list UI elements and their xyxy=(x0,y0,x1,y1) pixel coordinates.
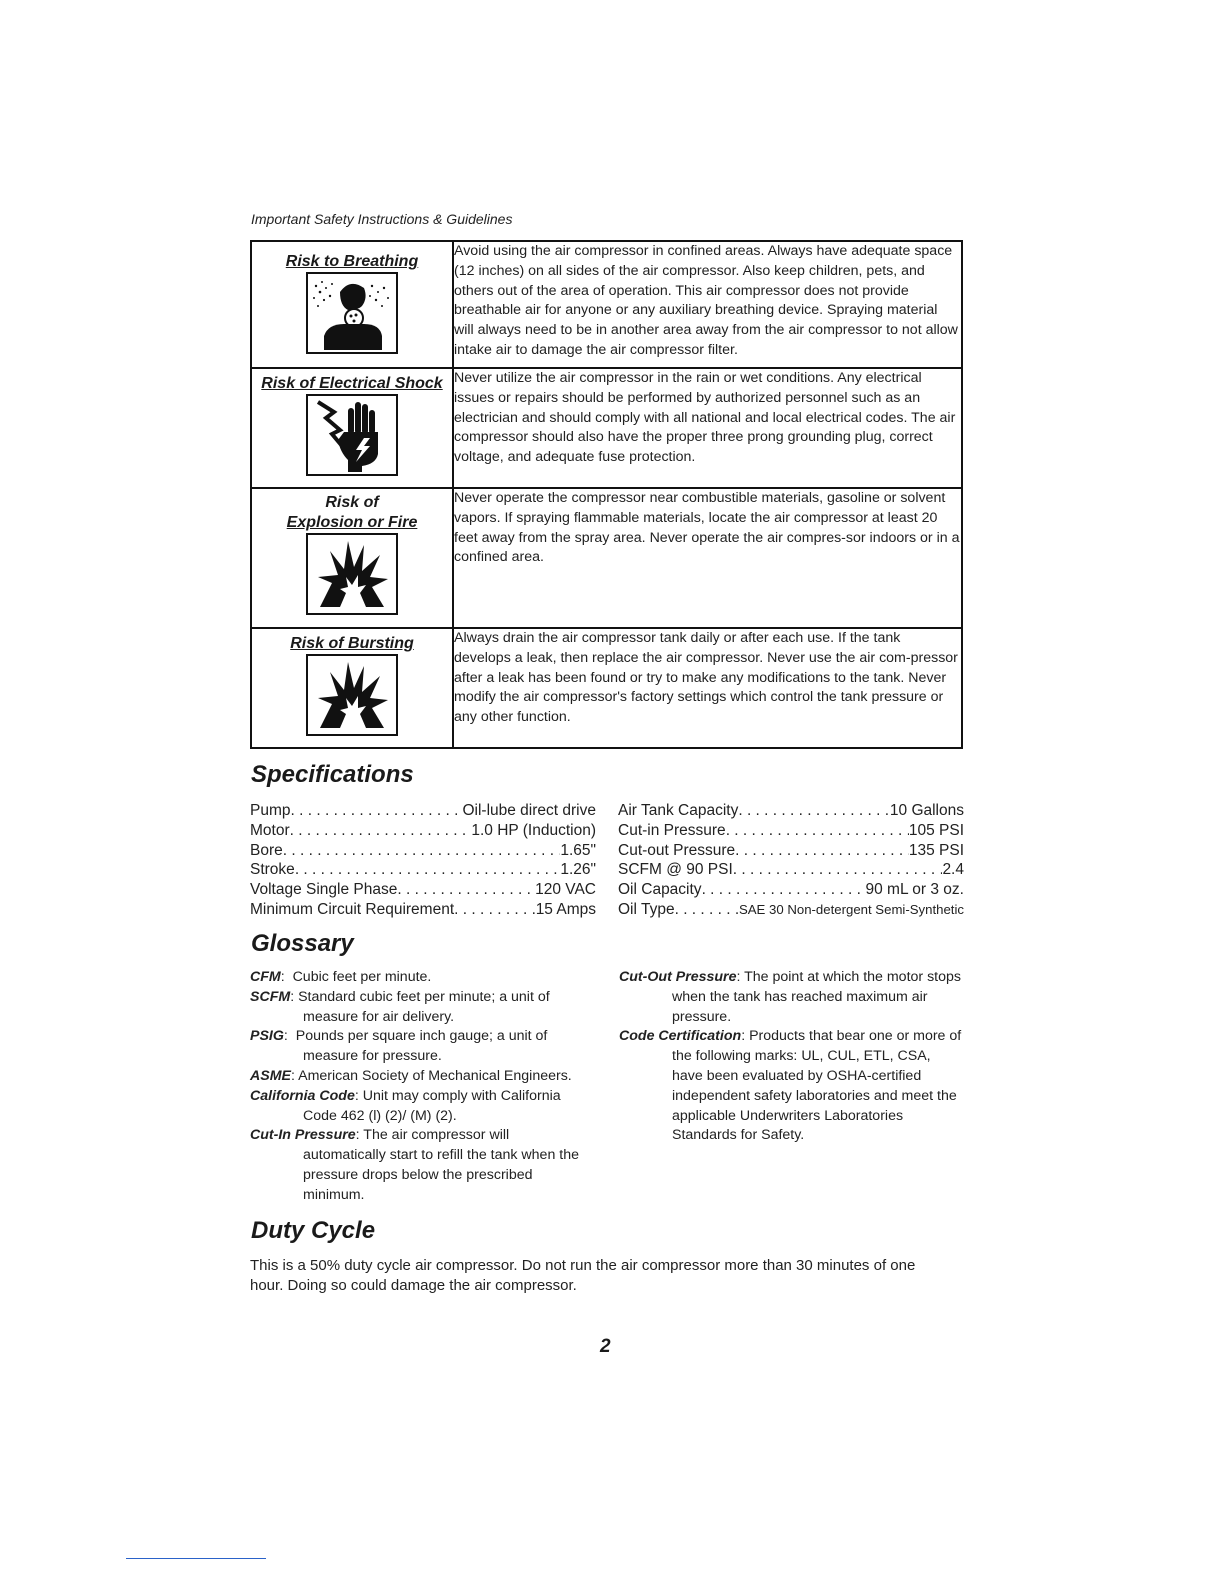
glossary-term: ASME xyxy=(250,1067,291,1084)
spec-label: Cut-out Pressure xyxy=(618,841,736,859)
spec-value: 1.26" xyxy=(560,861,596,879)
spec-row xyxy=(618,841,964,861)
specifications-right xyxy=(618,801,964,920)
spec-label: Oil Type xyxy=(618,900,675,918)
spec-label: Pump xyxy=(250,802,291,819)
page-number: 2 xyxy=(600,1336,611,1357)
glossary-entry: ASME: American Society of Mechanical Engineers. xyxy=(250,1067,572,1084)
explosion-icon xyxy=(306,533,398,615)
glossary-definition: Unit may comply with California Code 462 (l) (2)/ (M) (2). xyxy=(303,1087,561,1124)
glossary-definition: The air compressor will automatically start to refill the tank when the pressure drops below the prescribed minimum. xyxy=(303,1127,580,1203)
spec-label: Bore xyxy=(250,841,283,859)
glossary-definition: Pounds per square inch gauge; a unit of measure for pressure. xyxy=(295,1028,548,1065)
hazard-description: Never operate the compressor near combustible materials, gasoline or solvent vapors. If spraying flammable materials, locate the air compressor at least 20 feet away from the spray area. Never operate the air compres-sor indoors or in a confined area. xyxy=(453,488,962,628)
glossary-entry: PSIG: Pounds per square inch gauge; a unit of measure for pressure. xyxy=(250,1028,548,1065)
glossary-entry: Cut-In Pressure: The air compressor will automatically start to refill the tank when the pressure drops below the prescribed minimum. xyxy=(250,1127,580,1203)
spec-row xyxy=(250,801,596,821)
spec-row xyxy=(250,860,596,880)
spec-label: Minimum Circuit Requirement xyxy=(250,900,455,918)
spec-value: 2.4 xyxy=(942,861,964,879)
hazard-title-line: Risk of xyxy=(325,494,379,511)
hazard-cell xyxy=(251,241,453,368)
glossary-definition: American Society of Mechanical Engineers. xyxy=(298,1067,572,1084)
glossary-term: Code Certification xyxy=(619,1028,742,1045)
spec-label: Cut-in Pressure xyxy=(618,821,726,839)
spec-value: 90 mL or 3 oz. xyxy=(865,881,964,899)
glossary-term: PSIG xyxy=(250,1028,284,1045)
spec-value: Oil-lube direct drive xyxy=(462,802,596,819)
glossary-left xyxy=(250,968,595,1206)
duty-cycle-heading: Duty Cycle xyxy=(251,1217,376,1244)
glossary-entry: Code Certification: Products that bear one or more of the following marks: UL, CUL, ETL, CSA, have been evaluated by OSHA-certified independent safety laboratories and meet the applicable Underwriters Laboratories Standards for Safety. xyxy=(619,1028,962,1144)
spec-value: 1.0 HP (Induction) xyxy=(471,821,596,839)
hazard-title: Risk of Bursting xyxy=(290,635,414,652)
glossary-term: SCFM xyxy=(250,988,291,1005)
spec-value: 1.65" xyxy=(560,841,596,859)
spec-label: Voltage Single Phase xyxy=(250,881,398,899)
specifications-left xyxy=(250,801,596,920)
hazard-description: Always drain the air compressor tank daily or after each use. If the tank develops a leak, then replace the air compressor. Never use the air com-pressor after a leak has been found or try to make any modifications to the tank. Never modify the air compressor's factory settings which control the tank pressure or any other function. xyxy=(453,628,962,748)
hazard-cell xyxy=(251,488,453,628)
bursting-icon xyxy=(306,654,398,736)
spec-value: 15 Amps xyxy=(535,900,596,918)
spec-row xyxy=(250,900,596,920)
spec-label: Stroke xyxy=(250,861,295,879)
safety-warnings-table xyxy=(250,240,963,749)
glossary-heading: Glossary xyxy=(251,930,354,957)
spec-row xyxy=(618,860,964,880)
hazard-row-explosion xyxy=(251,488,962,628)
hazard-row-bursting xyxy=(251,628,962,748)
spec-label: Motor xyxy=(250,821,290,839)
hazard-cell xyxy=(251,368,453,488)
glossary-entry: Cut-Out Pressure: The point at which the motor stops when the tank has reached maximum air pressure. xyxy=(619,969,961,1025)
glossary-entry: CFM: Cubic feet per minute. xyxy=(250,969,432,985)
spec-value: 120 VAC xyxy=(535,881,596,899)
electrical-shock-icon xyxy=(306,394,398,476)
spec-row xyxy=(250,841,596,861)
spec-row xyxy=(618,880,964,900)
glossary-term: CFM xyxy=(250,969,281,985)
glossary-definition: Products that bear one or more of the following marks: UL, CUL, ETL, CSA, have been evaluated by OSHA-certified independent safety laboratories and meet the applicable Underwriters Laboratories Standards for Safety. xyxy=(672,1028,962,1144)
hazard-row-breathing xyxy=(251,241,962,368)
spec-label: Oil Capacity xyxy=(618,881,702,899)
spec-value: 105 PSI xyxy=(908,821,964,839)
spec-label: Air Tank Capacity xyxy=(618,802,739,819)
duty-cycle-text: This is a 50% duty cycle air compressor. Do not run the air compressor more than 30 minutes of one hour. Doing so could damage the air compressor. xyxy=(250,1257,916,1294)
spec-row xyxy=(250,821,596,841)
spec-value: 135 PSI xyxy=(908,841,964,859)
breathing-hazard-icon xyxy=(306,272,398,354)
spec-row xyxy=(618,801,964,821)
spec-value: SAE 30 Non-detergent Semi-Synthetic xyxy=(738,901,964,917)
glossary-term: Cut-Out Pressure xyxy=(619,969,737,985)
specifications-heading: Specifications xyxy=(251,761,414,788)
hazard-description: Never utilize the air compressor in the rain or wet conditions. Any electrical issues or repairs should be performed by authorized personnel such as an electrician and should comply with all national and local electrical codes. The air compressor should also have the proper three prong grounding plug, correct voltage, and adequate fuse protection. xyxy=(453,368,962,488)
glossary-definition: Standard cubic feet per minute; a unit of measure for air delivery. xyxy=(298,988,550,1025)
hazard-row-electrical xyxy=(251,368,962,488)
hazard-title-line: Explosion or Fire xyxy=(286,514,418,531)
hazard-title: Risk to Breathing xyxy=(285,253,419,270)
spec-row xyxy=(618,900,964,920)
spec-label: SCFM @ 90 PSI xyxy=(618,861,733,879)
glossary-term: Cut-In Pressure xyxy=(250,1127,356,1144)
glossary-entry: SCFM: Standard cubic feet per minute; a unit of measure for air delivery. xyxy=(250,988,550,1025)
hazard-description: Avoid using the air compressor in confined areas. Always have adequate space (12 inches) on all sides of the air compressor. Also keep children, pets, and others out of the area of operation. This air compressor does not provide breathable air for anyone or any auxiliary breathing device. Spraying material will always need to be in another area away from the air compressor to not allow intake air to damage the air compressor filter. xyxy=(453,241,962,368)
footer-rule xyxy=(126,1558,266,1559)
glossary-definition: Cubic feet per minute. xyxy=(292,969,432,985)
glossary-entry: California Code: Unit may comply with California Code 462 (l) (2)/ (M) (2). xyxy=(250,1087,561,1124)
glossary-right xyxy=(619,968,964,1146)
glossary-term: California Code xyxy=(250,1087,355,1104)
spec-row xyxy=(618,821,964,841)
hazard-cell xyxy=(251,628,453,748)
spec-value: 10 Gallons xyxy=(889,802,964,819)
running-head: Important Safety Instructions & Guidelines xyxy=(251,211,513,227)
spec-row xyxy=(250,880,596,900)
hazard-title: Risk of Electrical Shock xyxy=(261,375,443,392)
glossary-definition: The point at which the motor stops when the tank has reached maximum air pressure. xyxy=(672,969,961,1025)
